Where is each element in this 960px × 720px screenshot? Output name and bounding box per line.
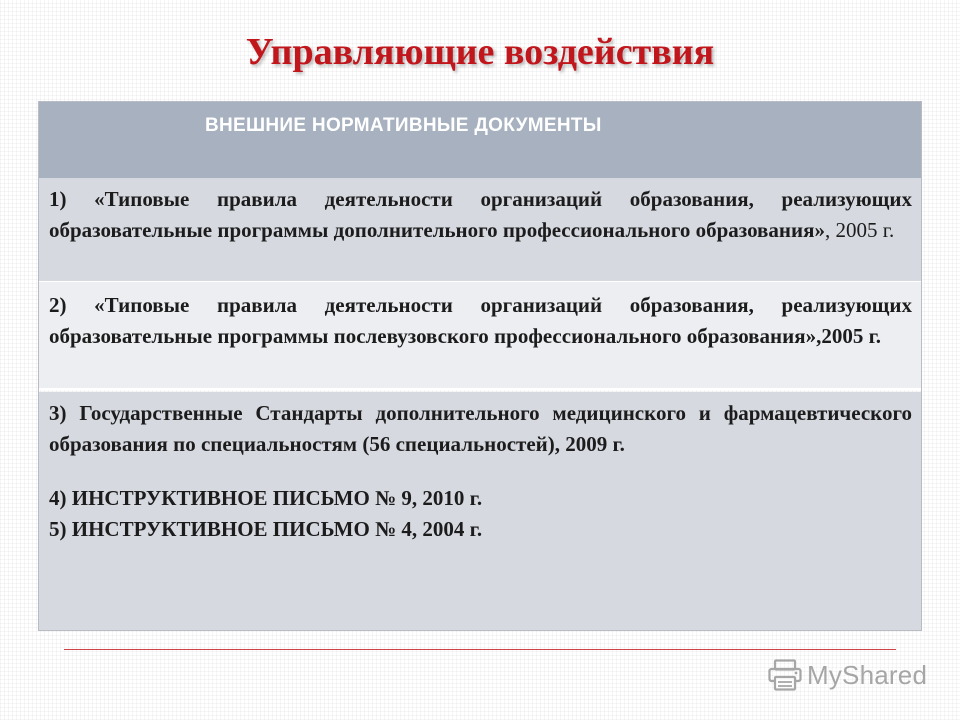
table-cell (39, 392, 921, 544)
watermark-text: MyShared (807, 659, 928, 690)
row-1-plain-text: , 2005 г. (824, 217, 895, 242)
printer-logo-icon (768, 659, 802, 691)
table-cell: 2) «Типовые правила деятельности организаций образования, реализующих образовательные программы послевузовского профессионального образования»,2005 г. (49, 293, 912, 348)
list-item: 4) ИНСТРУКТИВНОЕ ПИСЬМО № 9, 2010 г. (49, 486, 483, 510)
slide-title: Управляющие воздействия (245, 31, 715, 73)
table-row (39, 282, 921, 390)
list-item: 5) ИНСТРУКТИВНОЕ ПИСЬМО № 4, 2004 г. (49, 516, 483, 541)
documents-table (38, 101, 922, 631)
table-row (39, 392, 921, 630)
table-row (39, 178, 921, 282)
watermark-logo (768, 658, 927, 692)
list-item: 3) Государственные Стандарты дополнительного медицинского и фармацевтического образования по специальностям (56 специальностей), 2009 г. (49, 401, 912, 456)
footer-divider (64, 649, 896, 650)
row-1-bold-text: 1) «Типовые правила деятельности организаций образования, реализующих образовательные программы дополнительного профессионального образования» (49, 187, 912, 242)
table-header: ВНЕШНИЕ НОРМАТИВНЫЕ ДОКУМЕНТЫ (39, 102, 921, 178)
table-cell (39, 178, 921, 245)
spacer (49, 459, 912, 483)
